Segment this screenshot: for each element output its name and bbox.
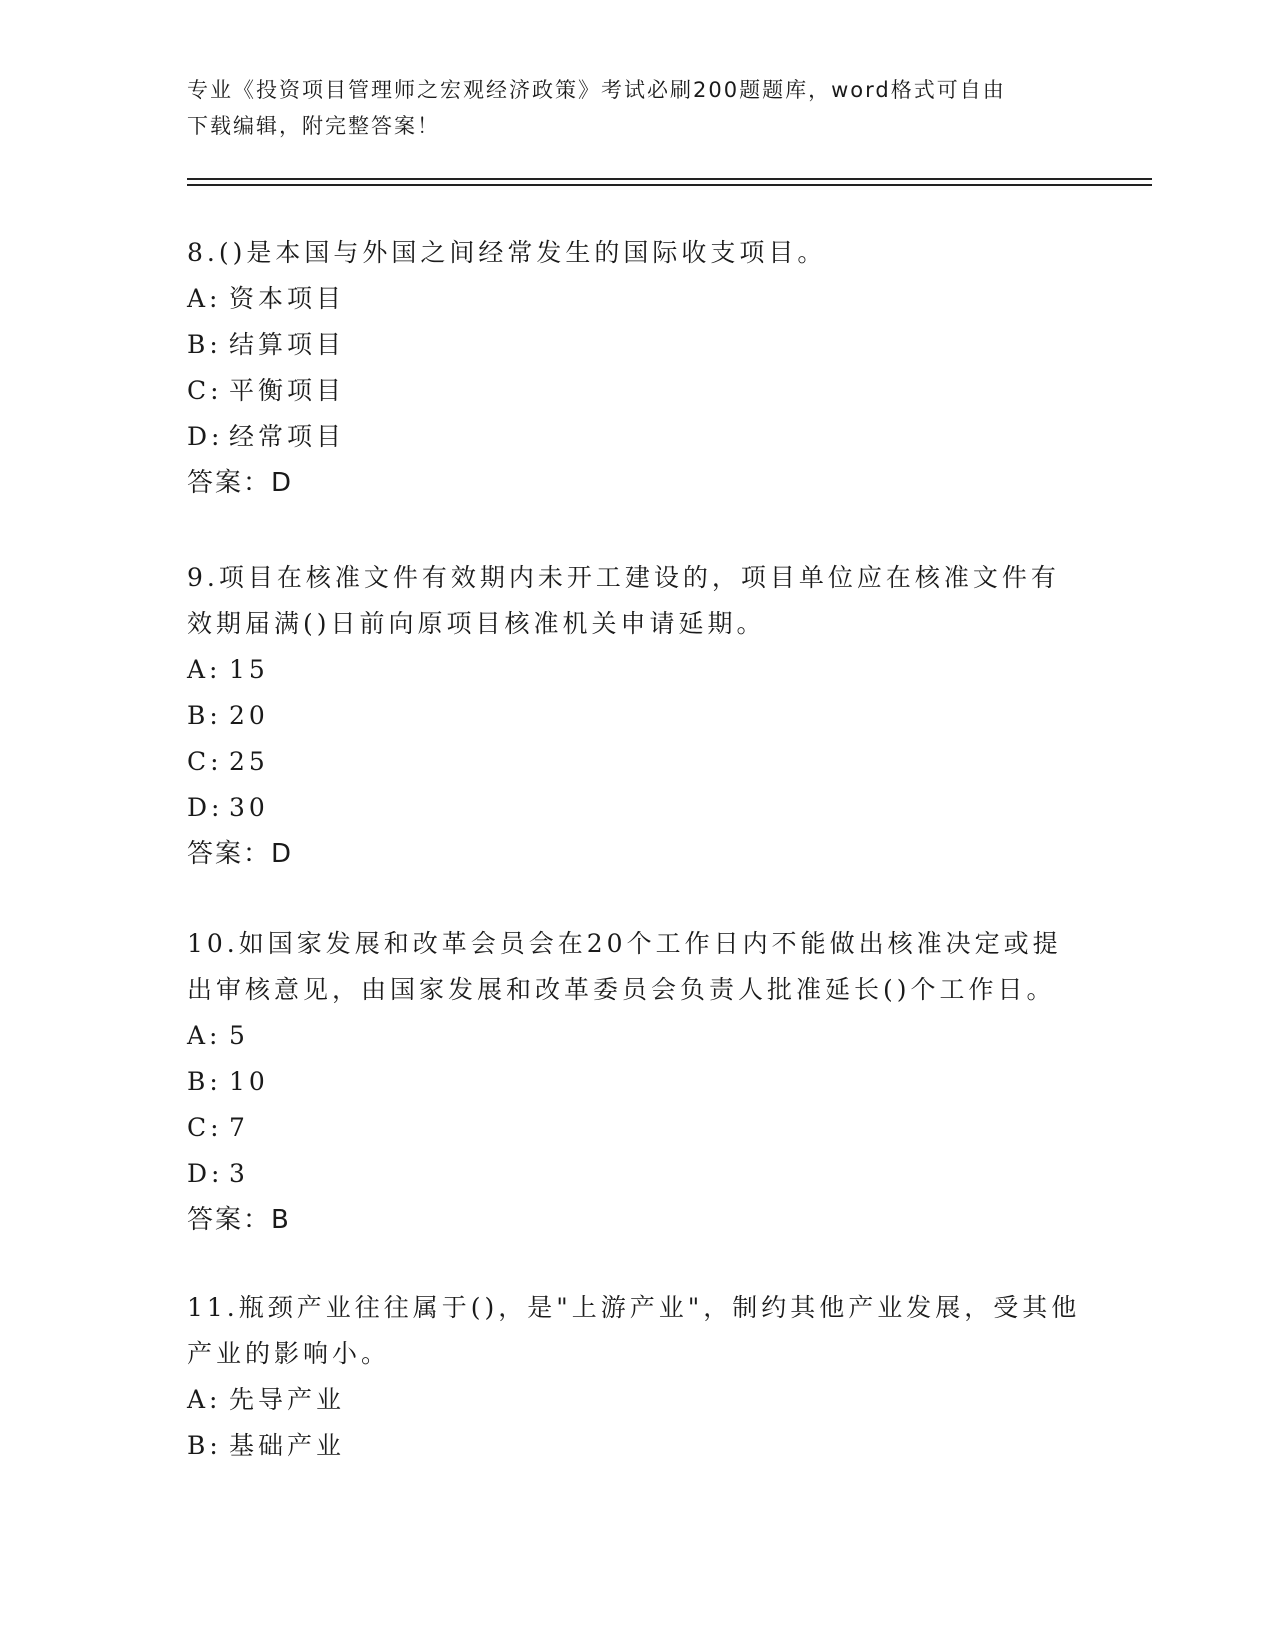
answer: 答案：B	[187, 1205, 291, 1235]
question-stem: 10.如国家发展和改革会员会在20个工作日内不能做出核准决定或提出审核意见，由国家发展和改革委员会负责人批准延长()个工作日。	[187, 929, 1062, 1004]
question-stem: 11.瓶颈产业往往属于()，是"上游产业"，制约其他产业发展，受其他产业的影响小。	[187, 1293, 1081, 1368]
option-text: 20	[229, 701, 269, 730]
option-text: 25	[229, 747, 269, 776]
option-text: 7	[229, 1113, 249, 1142]
header-line-2: 下载编辑，附完整答案！	[187, 114, 440, 138]
option-d	[187, 785, 1087, 831]
option-c	[187, 368, 1087, 414]
option-label: B:	[187, 1067, 222, 1096]
option-text: 资本项目	[229, 284, 346, 313]
question-11	[187, 1285, 1087, 1469]
option-label: C:	[187, 1113, 223, 1142]
option-b	[187, 693, 1087, 739]
option-text: 平衡项目	[229, 376, 346, 405]
option-label: A:	[187, 1021, 222, 1050]
option-text: 经常项目	[229, 422, 346, 451]
option-text: 基础产业	[229, 1431, 346, 1460]
option-text: 15	[229, 655, 269, 684]
option-c	[187, 739, 1087, 785]
option-a	[187, 647, 1087, 693]
option-label: A:	[187, 655, 222, 684]
option-label: C:	[187, 747, 223, 776]
option-d	[187, 414, 1087, 460]
answer: 答案：D	[187, 468, 294, 498]
option-text: 结算项目	[229, 330, 346, 359]
option-label: B:	[187, 1431, 222, 1460]
option-text: 3	[229, 1159, 249, 1188]
question-stem: 9.项目在核准文件有效期内未开工建设的，项目单位应在核准文件有效期届满()日前向原项目核准机关申请延期。	[187, 563, 1060, 638]
option-text: 5	[229, 1021, 249, 1050]
question-9	[187, 555, 1087, 877]
question-stem: 8.()是本国与外国之间经常发生的国际收支项目。	[187, 238, 827, 267]
option-label: D:	[187, 422, 224, 451]
option-a	[187, 276, 1087, 322]
option-c	[187, 1105, 1087, 1151]
header-line-1: 专业《投资项目管理师之宏观经济政策》考试必刷200题题库，word格式可自由	[187, 78, 1006, 102]
option-text: 10	[229, 1067, 269, 1096]
option-d	[187, 1151, 1087, 1197]
option-text: 30	[229, 793, 269, 822]
option-a	[187, 1377, 1087, 1423]
header-divider-top	[187, 178, 1152, 180]
option-a	[187, 1013, 1087, 1059]
option-text: 先导产业	[229, 1385, 346, 1414]
option-label: D:	[187, 793, 224, 822]
option-label: A:	[187, 1385, 222, 1414]
question-8	[187, 230, 1087, 506]
option-label: B:	[187, 330, 222, 359]
header-divider-bottom	[187, 184, 1152, 186]
option-b	[187, 322, 1087, 368]
option-label: D:	[187, 1159, 224, 1188]
option-label: C:	[187, 376, 223, 405]
answer: 答案：D	[187, 839, 294, 869]
option-b	[187, 1423, 1087, 1469]
option-label: B:	[187, 701, 222, 730]
question-10	[187, 921, 1087, 1243]
document-header	[187, 72, 1087, 144]
option-label: A:	[187, 284, 222, 313]
option-b	[187, 1059, 1087, 1105]
